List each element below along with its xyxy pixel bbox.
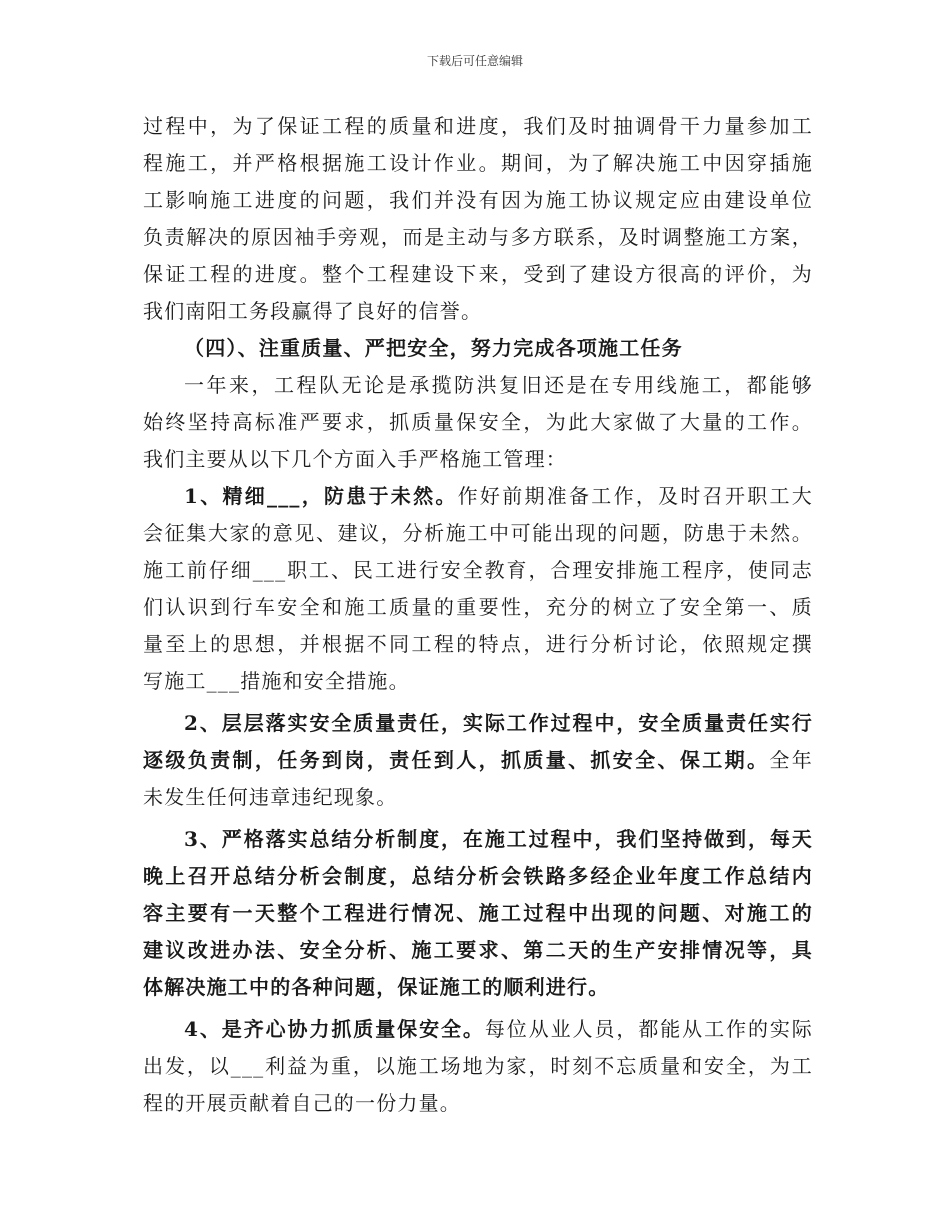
text-line: 量至上的思想，并根据不同工程的特点，进行分析讨论，依照规定撰 — [143, 632, 813, 656]
paragraph-2 — [143, 367, 813, 478]
text-line: 我们主要从以下几个方面入手严格施工管理： — [143, 447, 567, 471]
text-line: 会征集大家的意见、建议，分析施工中可能出现的问题，防患于未然。 — [143, 521, 813, 545]
text-line: 过程中，为了保证工程的质量和进度，我们及时抽调骨干力量参加工 — [143, 114, 813, 138]
text-line: 程施工，并严格根据施工设计作业。期间，为了解决施工中因穿插施 — [143, 151, 813, 175]
paragraph-1 — [143, 108, 813, 330]
text-line: 写施工___措施和安全措施。 — [143, 669, 410, 693]
text-line: 保证工程的进度。整个工程建设下来，受到了建设方很高的评价，为 — [143, 262, 813, 286]
text-line: 体解决施工中的各种问题，保证施工的顺利进行。 — [143, 975, 610, 999]
text-line: 晚上召开总结分析会制度，总结分析会铁路多经企业年度工作总结内 — [143, 864, 813, 888]
item-1-title: 1、精细___，防患于未然。 — [184, 484, 458, 508]
text-line: 3、严格落实总结分析制度，在施工过程中，我们坚持做到，每天 — [184, 827, 813, 851]
text-line: 一年来，工程队无论是承揽防洪复旧还是在专用线施工，都能够 — [184, 373, 813, 397]
text-line — [143, 478, 813, 515]
text-line: 我们南阳工务段赢得了良好的信誉。 — [143, 299, 483, 323]
item-1-text: 作好前期准备工作，及时召开职工大 — [457, 484, 813, 508]
item-3 — [143, 821, 813, 1006]
section-heading: （四）、注重质量、严把安全，努力完成各项施工任务 — [184, 336, 683, 360]
item-2-text: 全年 — [769, 748, 813, 772]
text-line — [143, 742, 813, 779]
item-2-bold: 逐级负责制，任务到岗，责任到人，抓质量、抓安全、保工期。 — [143, 748, 770, 772]
text-line: 出发，以___利益为重，以施工场地为家，时刻不忘质量和安全，为工 — [143, 1054, 813, 1078]
page-header: 下载后可任意编辑 — [426, 54, 523, 68]
text-line: 容主要有一天整个工程进行情况、施工过程中出现的问题、对施工的 — [143, 901, 813, 925]
text-line: 负责解决的原因袖手旁观，而是主动与多方联系，及时调整施工方案， — [143, 225, 813, 249]
text-line: 工影响施工进度的问题，我们并没有因为施工协议规定应由建设单位 — [143, 188, 813, 212]
item-4-text: 每位从业人员，都能从工作的实际 — [484, 1017, 813, 1041]
text-line: 施工前仔细___职工、民工进行安全教育，合理安排施工程序，使同志 — [143, 558, 813, 582]
item-1 — [143, 478, 813, 700]
text-line — [143, 1011, 813, 1048]
text-line: 建议改进办法、安全分析、施工要求、第二天的生产安排情况等，具 — [143, 938, 813, 962]
item-4 — [143, 1011, 813, 1122]
text-line: 未发生任何违章违纪现象。 — [143, 785, 398, 809]
document-body — [143, 108, 813, 1122]
item-4-title: 4、是齐心协力抓质量保安全。 — [184, 1017, 485, 1041]
text-line: 们认识到行车安全和施工质量的重要性，充分的树立了安全第一、质 — [143, 595, 813, 619]
text-line: 程的开展贡献着自己的一份力量。 — [143, 1091, 461, 1115]
item-2 — [143, 705, 813, 816]
text-line: 始终坚持高标准严要求，抓质量保安全，为此大家做了大量的工作。 — [143, 410, 813, 434]
text-line: 2、层层落实安全质量责任，实际工作过程中，安全质量责任实行 — [184, 711, 813, 735]
